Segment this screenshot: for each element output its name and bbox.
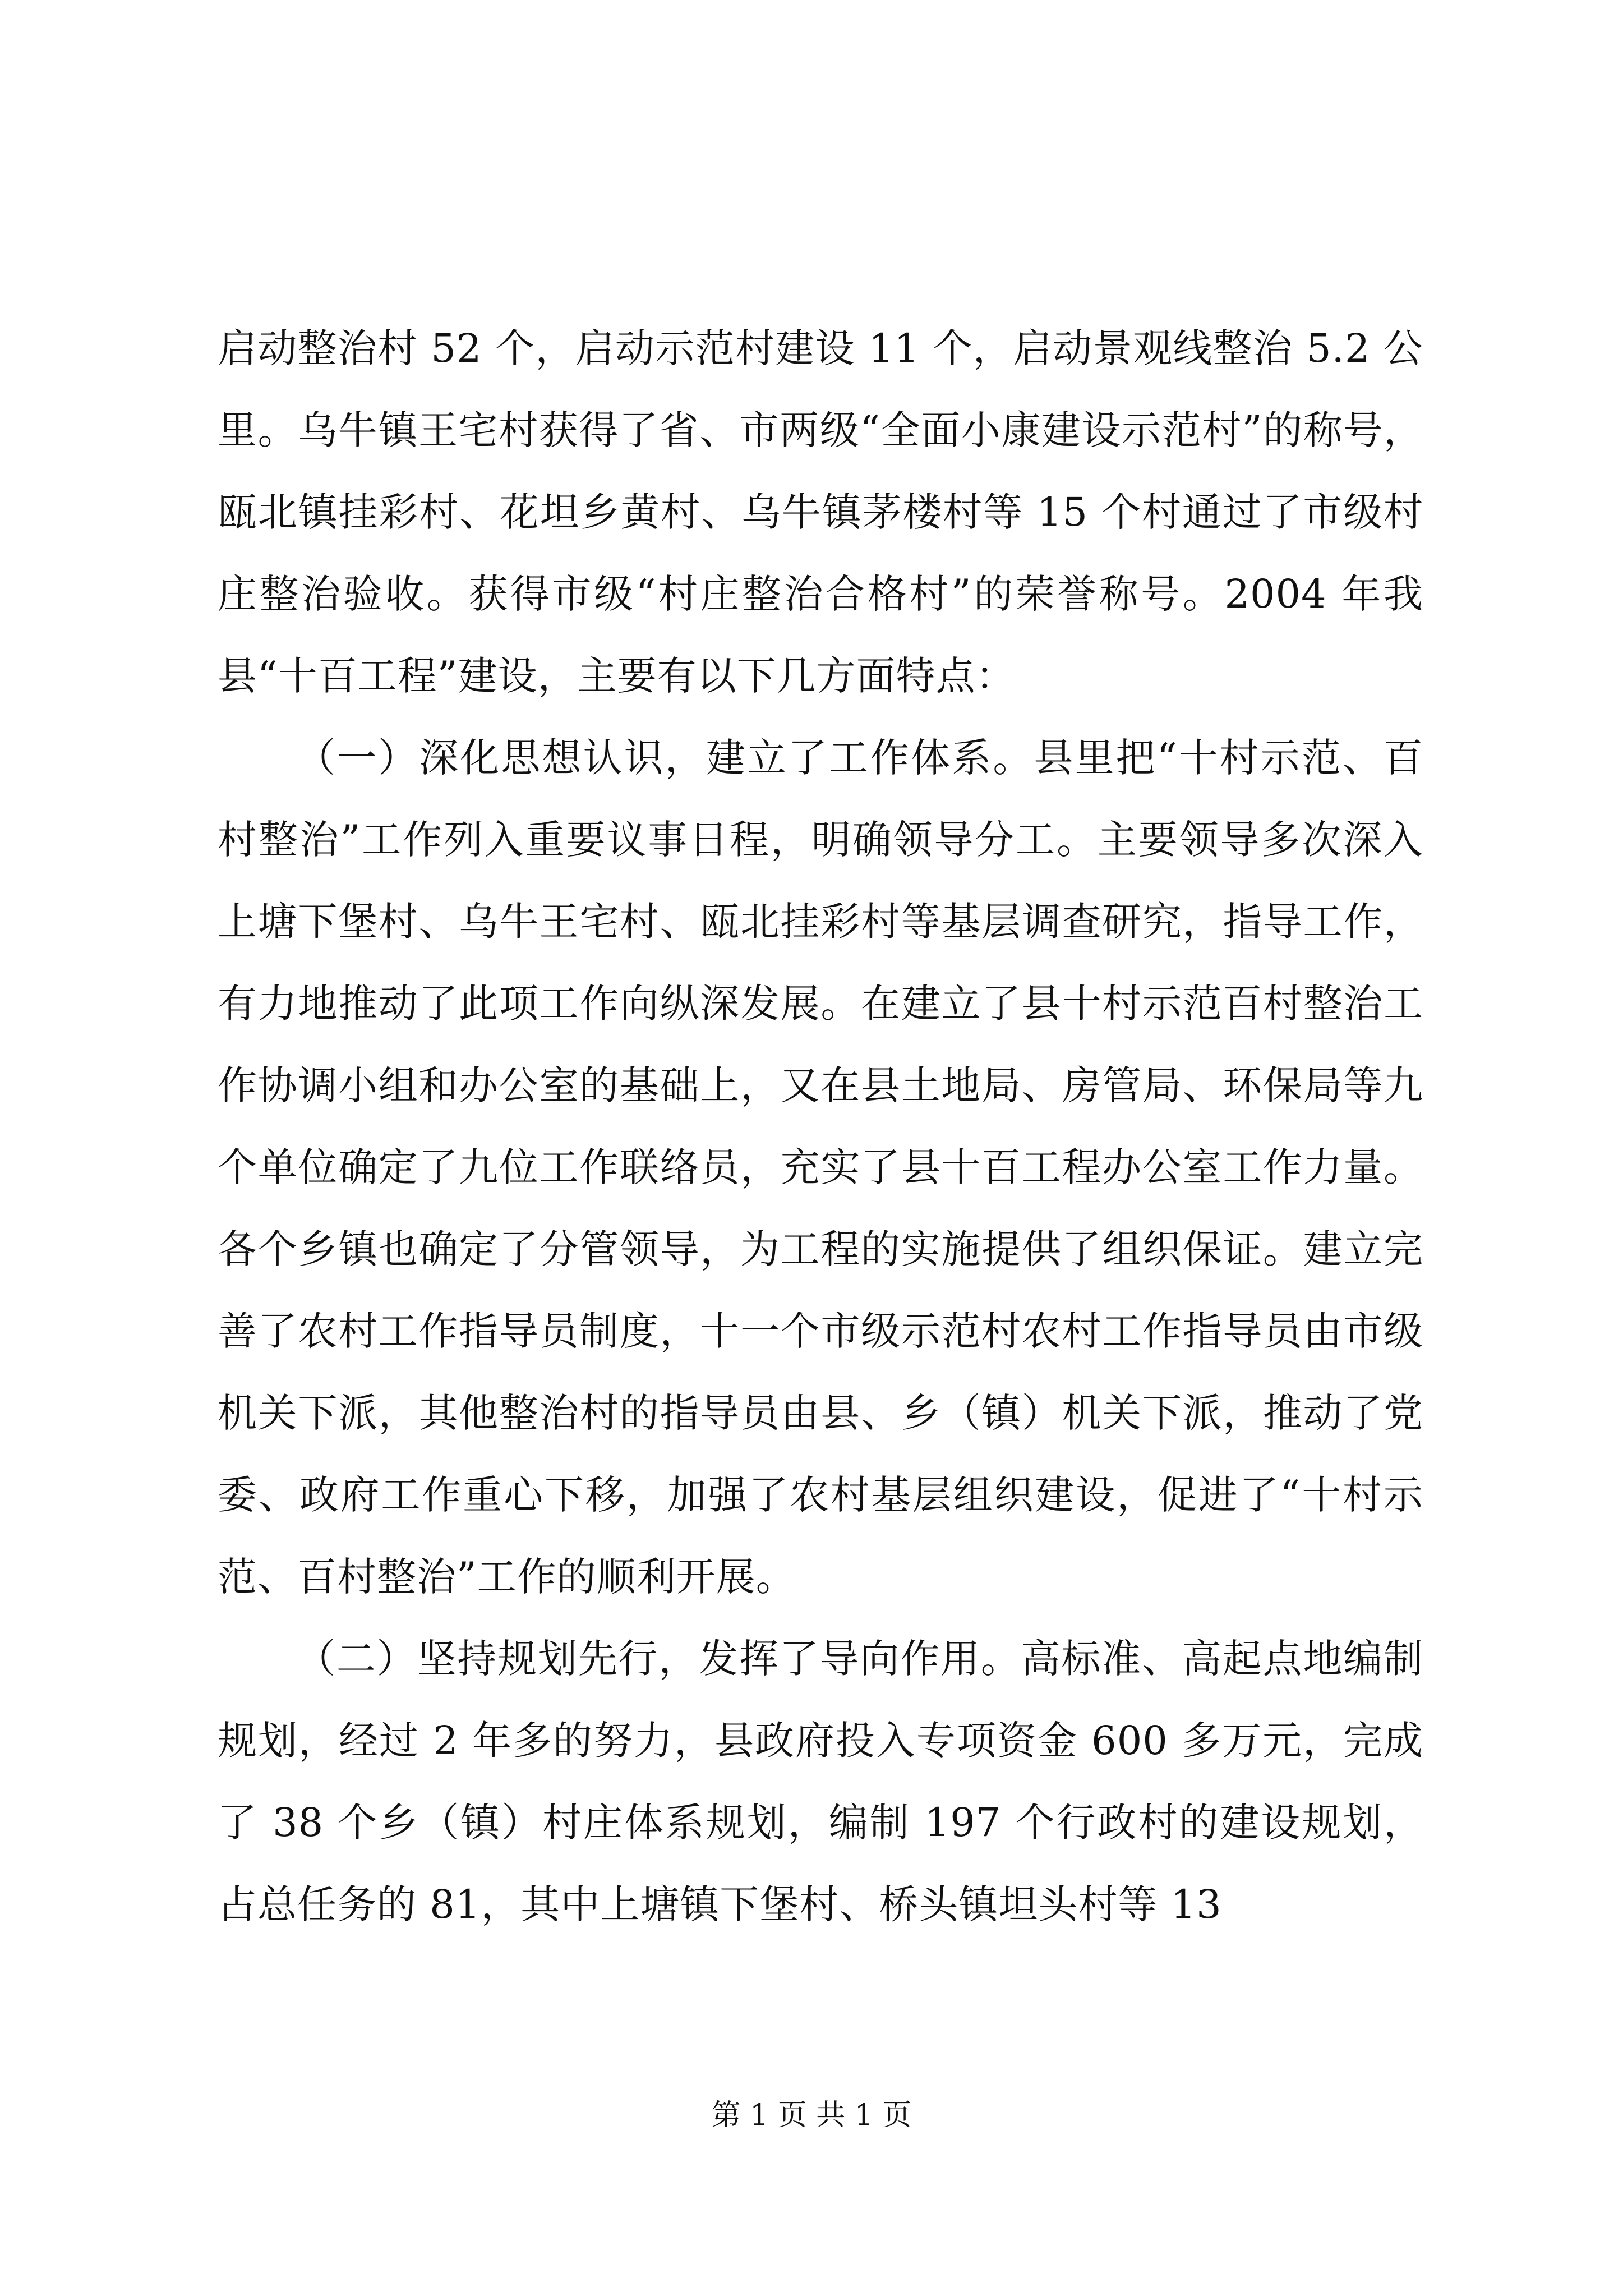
paragraph-section-one: （一）深化思想认识，建立了工作体系。县里把“十村示范、百村整治”工作列入重要议事日程，明确领导分工。主要领导多次深入上塘下堡村、乌牛王宅村、瓯北挂彩村等基层调查研究，指导工作，有力地推动了此项工作向纵深发展。在建立了县十村示范百村整治工作协调小组和办公室的基础上，又在县土地局、房管局、环保局等九个单位确定了九位工作联络员，充实了县十百工程办公室工作力量。各个乡镇也确定了分管领导，为工程的实施提供了组织保证。建立完善了农村工作指导员制度，十一个市级示范村农村工作指导员由市级机关下派，其他整治村的指导员由县、乡（镇）机关下派，推动了党委、政府工作重心下移，加强了农村基层组织建设，促进了“十村示范、百村整治”工作的顺利开展。 [218,735,1423,1600]
paragraph-section-two: （二）坚持规划先行，发挥了导向作用。高标准、高起点地编制规划，经过 2 年多的努力，县政府投入专项资金 600 多万元，完成了 38 个乡（镇）村庄体系规划，编制 197 个行政村的建设规划，占总任务的 81，其中上塘镇下堡村、桥头镇坦头村等 13 [218,1636,1423,1927]
page-footer: 第 1 页 共 1 页 [711,2099,912,2132]
paragraph-continued: 启动整治村 52 个，启动示范村建设 11 个，启动景观线整治 5.2 公里。乌牛镇王宅村获得了省、市两级“全面小康建设示范村”的称号，瓯北镇挂彩村、花坦乡黄村、乌牛镇茅楼村等 15 个村通过了市级村庄整治验收。获得市级“村庄整治合格村”的荣誉称号。2004 年我县“十百工程”建设，主要有以下几方面特点： [218,325,1423,699]
document-body [218,307,1423,1945]
